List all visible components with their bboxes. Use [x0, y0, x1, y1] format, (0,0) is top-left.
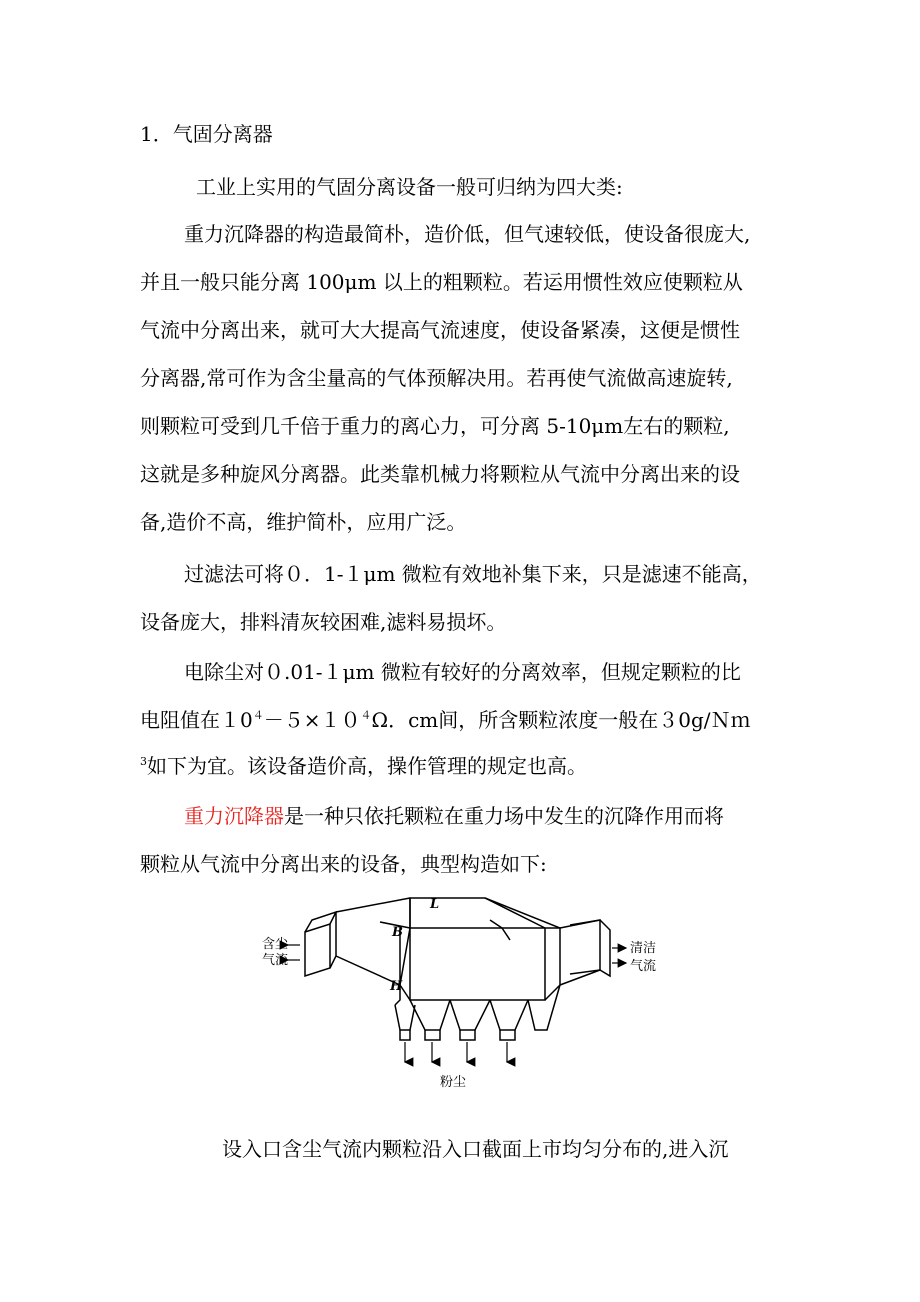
paragraph-4-line-1	[184, 802, 724, 830]
label-L: L	[430, 897, 440, 912]
inlet-label-1: 含尘	[262, 937, 289, 952]
chamber-outline	[305, 898, 610, 1040]
paragraph-2-line-1: 过滤法可将０．1-１μm 微粒有效地补集下来，只是滤速不能高，	[184, 562, 762, 586]
paragraph-4-line-2: 颗粒从气流中分离出来的设备，典型构造如下:	[140, 852, 547, 876]
inlet-label-2: 气流	[262, 953, 289, 968]
paragraph-4-line-1-rest: 是一种只依托颗粒在重力场中发生的沉降作用而将	[284, 804, 724, 828]
paragraph-3-line-1: 电除尘对０.01-１μm 微粒有较好的分离效率，但规定颗粒的比	[184, 660, 741, 684]
paragraph-1-line-6: 这就是多种旋风分离器。此类靠机械力将颗粒从气流中分离出来的设	[140, 462, 740, 486]
last-line: 设入口含尘气流内颗粒沿入口截面上市均匀分布的,进入沉	[222, 1137, 729, 1161]
paragraph-3-line-2	[140, 706, 751, 734]
section-heading: 1．气固分离器	[140, 122, 273, 146]
paragraph-1-line-1: 重力沉降器的构造最简朴，造价低，但气速较低，使设备很庞大,	[184, 222, 751, 246]
paragraph-1-line-3: 气流中分离出来，就可大大提高气流速度，使设备紧凑，这便是惯性	[140, 318, 740, 342]
paragraph-1-line-2: 并且一般只能分离 100μm 以上的粗颗粒。若运用惯性效应使颗粒从	[140, 270, 743, 294]
exponent-2: ４	[360, 709, 372, 722]
intro-line: 工业上实用的气固分离设备一般可归纳为四大类:	[196, 175, 623, 199]
paragraph-3-line-3	[140, 752, 587, 780]
paragraph-1-line-5: 则颗粒可受到几千倍于重力的离心力，可分离 5-10μm左右的颗粒,	[140, 414, 730, 438]
label-B: B	[392, 925, 403, 940]
resistivity-text-a: 电阻值在１0	[140, 708, 253, 732]
paragraph-1-line-7: 备,造价不高，维护简朴，应用广泛。	[140, 510, 467, 534]
exponent-1: ４	[252, 709, 264, 722]
cubic-exponent: 3	[140, 755, 147, 768]
settling-chamber-diagram	[250, 890, 680, 1100]
paragraph-2-line-2: 设备庞大，排料清灰较困难,滤料易损坏。	[140, 610, 507, 634]
flow-arrows	[288, 945, 626, 1062]
outlet-label-2: 气流	[630, 959, 657, 974]
paragraph-1-line-4: 分离器,常可作为含尘量高的气体预解决用。若再使气流做高速旋转,	[140, 366, 733, 390]
paragraph-3-line-3-text: 如下为宜。该设备造价高，操作管理的规定也高。	[147, 754, 587, 778]
outlet-label-1: 清洁	[630, 941, 657, 956]
resistivity-text-b: －５×１０	[263, 708, 361, 732]
resistivity-text-c: Ω．cm间，所含颗粒浓度一般在３0g/Ｎｍ	[371, 708, 751, 732]
label-H: H	[390, 979, 403, 994]
dust-label: 粉尘	[440, 1075, 467, 1090]
highlighted-term: 重力沉降器	[184, 804, 284, 828]
